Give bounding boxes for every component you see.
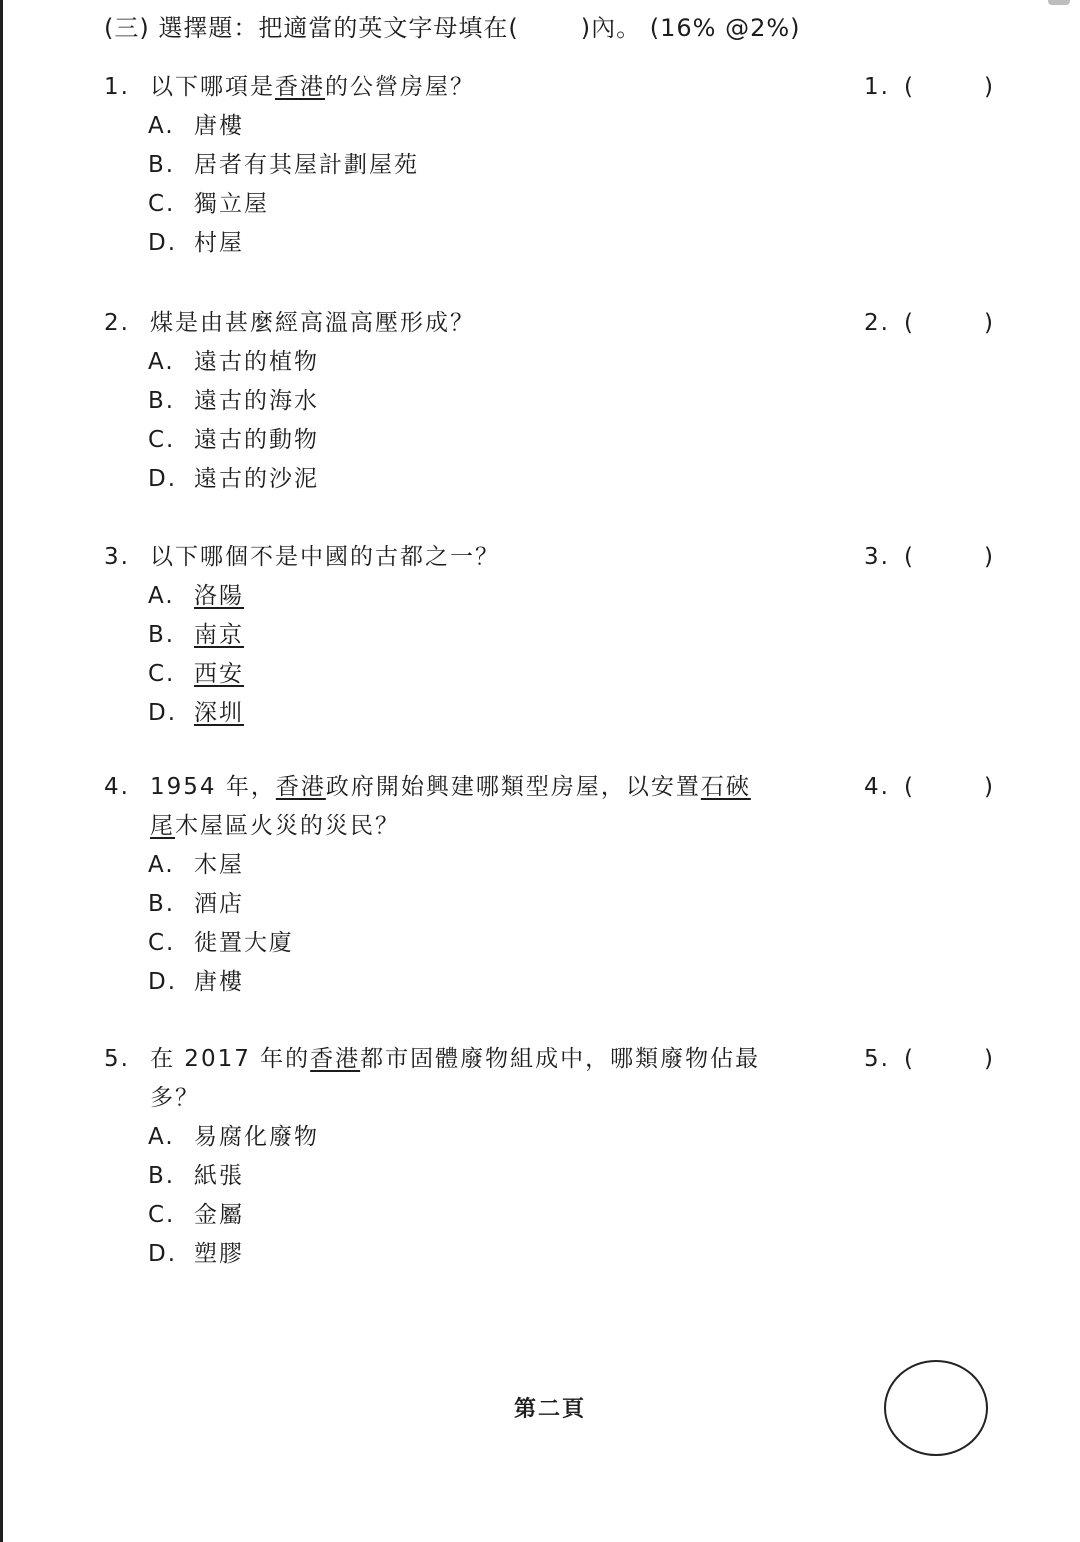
option-text: 洛陽 xyxy=(194,583,244,609)
answer-box-4-label: 4. xyxy=(864,774,890,800)
underlined-place-name: 香港 xyxy=(275,74,325,100)
answer-box-3[interactable] xyxy=(864,540,995,574)
option-4c xyxy=(148,926,294,960)
option-text: 唐樓 xyxy=(194,113,244,139)
question-2 xyxy=(104,306,1004,506)
answer-paren-close: ) xyxy=(984,544,995,570)
option-letter: D. xyxy=(148,969,178,995)
section-title-prefix: (三) 選擇題：把適當的英文字母填在 xyxy=(104,14,509,42)
option-letter: B. xyxy=(148,1163,176,1189)
option-text: 唐樓 xyxy=(194,969,244,995)
answer-box-1-label: 1. xyxy=(864,74,890,100)
option-4d xyxy=(148,965,244,999)
answer-paren-close: ) xyxy=(984,774,995,800)
option-letter: A. xyxy=(148,113,175,139)
question-4-text: 1954 年， xyxy=(150,774,276,800)
option-2c xyxy=(148,423,319,457)
answer-paren-open: ( xyxy=(904,774,915,800)
answer-paren-close: ) xyxy=(984,310,995,336)
option-text: 居者有其屋計劃屋苑 xyxy=(194,152,419,178)
question-5-text-end: 都市固體廢物組成中，哪類廢物佔最 xyxy=(360,1046,761,1072)
question-1-text-end: 的公營房屋？ xyxy=(325,74,475,100)
option-letter: D. xyxy=(148,466,178,492)
option-1b xyxy=(148,148,419,182)
question-1-text: 以下哪項是 xyxy=(150,74,275,100)
answer-box-5[interactable] xyxy=(864,1042,995,1076)
option-letter: C. xyxy=(148,427,176,453)
page-edge-shadow xyxy=(0,0,3,1542)
option-text: 深圳 xyxy=(194,700,244,726)
option-letter: A. xyxy=(148,349,175,375)
answer-paren-close: ) xyxy=(984,74,995,100)
option-letter: B. xyxy=(148,622,176,648)
option-3c xyxy=(148,657,244,691)
page-number: 第二頁 xyxy=(513,1397,586,1422)
underlined-place-name: 香港 xyxy=(310,1046,361,1072)
option-letter: B. xyxy=(148,891,176,917)
option-letter: B. xyxy=(148,152,176,178)
question-1-number: 1. xyxy=(104,74,130,100)
answer-box-2[interactable] xyxy=(864,306,995,340)
answer-paren-open: ( xyxy=(904,1046,915,1072)
option-text: 西安 xyxy=(194,661,244,687)
option-text: 紙張 xyxy=(194,1163,244,1189)
option-text: 遠古的海水 xyxy=(194,388,319,414)
question-4 xyxy=(104,770,1004,1010)
question-2-number: 2. xyxy=(104,310,130,336)
question-5 xyxy=(104,1042,1004,1282)
answer-paren-open: ( xyxy=(904,74,915,100)
option-5a xyxy=(148,1120,319,1154)
question-4-number: 4. xyxy=(104,774,130,800)
option-3a xyxy=(148,579,244,613)
answer-box-5-label: 5. xyxy=(864,1046,890,1072)
option-letter: C. xyxy=(148,930,176,956)
option-text: 遠古的沙泥 xyxy=(194,466,319,492)
option-letter: C. xyxy=(148,661,176,687)
section-title-suffix: 內。 xyxy=(591,14,642,42)
option-text: 遠古的動物 xyxy=(194,427,319,453)
underlined-place-name: 香港 xyxy=(275,774,326,800)
option-5b xyxy=(148,1159,244,1193)
option-1a xyxy=(148,109,244,143)
option-letter: D. xyxy=(148,700,178,726)
answer-box-4[interactable] xyxy=(864,770,995,804)
underlined-place-name: 石硤 xyxy=(700,774,751,800)
option-2b xyxy=(148,384,319,418)
underlined-place-name: 尾 xyxy=(150,813,175,839)
option-1d xyxy=(148,226,244,260)
answer-box-3-label: 3. xyxy=(864,544,890,570)
question-3-number: 3. xyxy=(104,544,130,570)
option-3d xyxy=(148,696,244,730)
option-text: 徙置大廈 xyxy=(194,930,294,956)
answer-paren-open: ( xyxy=(904,544,915,570)
option-letter: A. xyxy=(148,1124,175,1150)
option-3b xyxy=(148,618,244,652)
option-5c xyxy=(148,1198,244,1232)
section-title-paren-close: ) xyxy=(580,14,592,42)
answer-box-2-label: 2. xyxy=(864,310,890,336)
option-letter: A. xyxy=(148,583,175,609)
option-letter: C. xyxy=(148,1202,176,1228)
option-text: 金屬 xyxy=(194,1202,244,1228)
answer-box-1[interactable] xyxy=(864,70,995,104)
option-1c xyxy=(148,187,269,221)
question-5-number: 5. xyxy=(104,1046,130,1072)
option-letter: D. xyxy=(148,230,178,256)
question-3-text: 以下哪個不是中國的古都之一？ xyxy=(150,544,500,570)
section-heading xyxy=(104,10,1004,46)
question-4-text-end: 木屋區火災的災民？ xyxy=(175,813,400,839)
option-text: 村屋 xyxy=(194,230,244,256)
question-2-text: 煤是由甚麼經高溫高壓形成？ xyxy=(150,310,475,336)
option-text: 獨立屋 xyxy=(194,191,269,217)
section-title-paren-open: ( xyxy=(508,14,519,42)
question-5-text: 在 2017 年的 xyxy=(150,1046,311,1072)
option-5d xyxy=(148,1237,244,1271)
option-4b xyxy=(148,887,244,921)
option-text: 遠古的植物 xyxy=(194,349,319,375)
score-circle[interactable] xyxy=(884,1360,988,1456)
option-text: 易腐化廢物 xyxy=(194,1124,319,1150)
option-text: 木屋 xyxy=(194,852,244,878)
option-letter: B. xyxy=(148,388,176,414)
option-letter: A. xyxy=(148,852,175,878)
section-marks: (16% @2%) xyxy=(649,14,801,42)
answer-paren-close: ) xyxy=(984,1046,995,1072)
option-letter: D. xyxy=(148,1241,178,1267)
question-3 xyxy=(104,540,1004,740)
option-text: 塑膠 xyxy=(194,1241,244,1267)
option-4a xyxy=(148,848,244,882)
option-text: 酒店 xyxy=(194,891,244,917)
option-2a xyxy=(148,345,319,379)
question-1 xyxy=(104,70,1004,270)
answer-paren-open: ( xyxy=(904,310,915,336)
option-text: 南京 xyxy=(194,622,244,648)
option-2d xyxy=(148,462,319,496)
question-5-text-line2: 多？ xyxy=(150,1085,200,1111)
option-letter: C. xyxy=(148,191,176,217)
scan-mark xyxy=(1048,0,1070,5)
question-4-text-mid: 政府開始興建哪類型房屋，以安置 xyxy=(325,774,701,800)
